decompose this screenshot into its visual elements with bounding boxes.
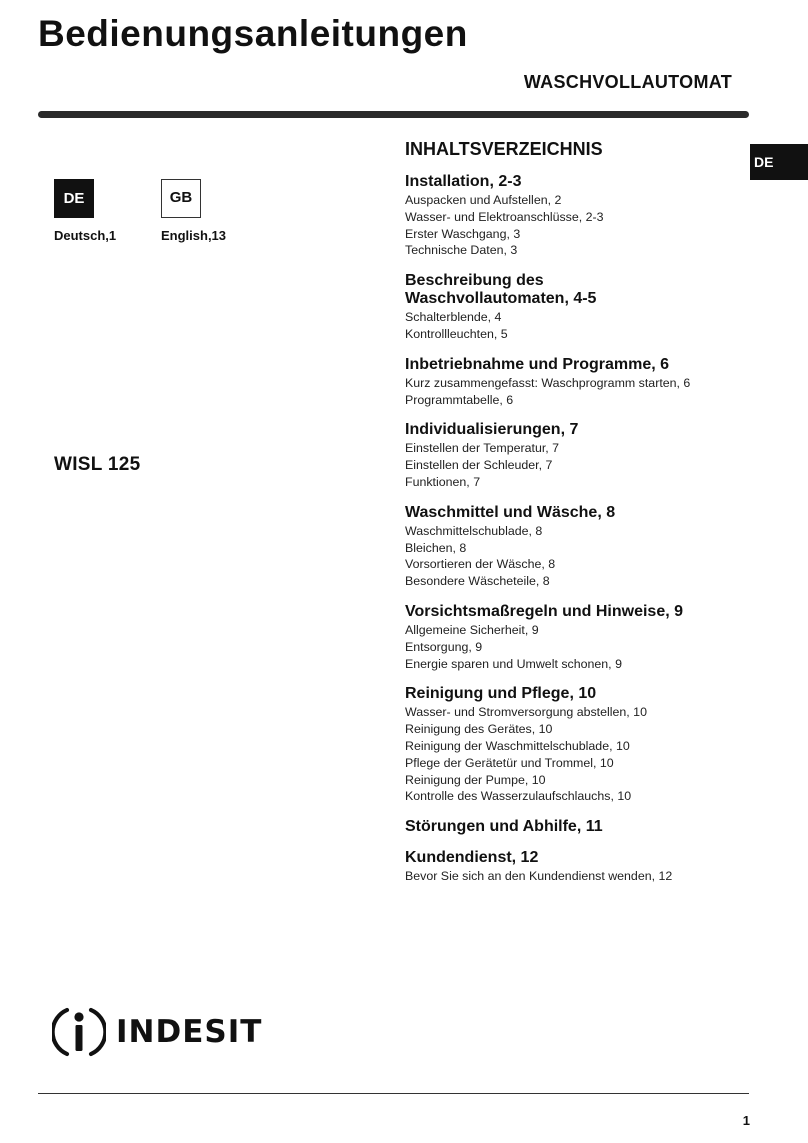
toc-section xyxy=(405,504,745,590)
toc-section xyxy=(405,272,745,343)
toc-section-title[interactable] xyxy=(405,685,745,703)
toc-section-title-line: Waschmittel und Wäsche, 8 xyxy=(405,503,616,521)
toc-section xyxy=(405,818,745,836)
language-gb-badge: GB xyxy=(161,179,201,218)
page-title: Bedienungsanleitungen xyxy=(38,13,468,54)
toc-item[interactable]: Bleichen, 8 xyxy=(405,540,467,555)
model-name: WISL 125 xyxy=(54,454,141,475)
toc-item-list xyxy=(405,192,745,259)
toc-section-title-line: Inbetriebnahme und Programme, 6 xyxy=(405,355,670,373)
toc-section xyxy=(405,173,745,259)
toc-item[interactable]: Reinigung des Gerätes, 10 xyxy=(405,722,553,737)
toc-section-title-line: Individualisierungen, 7 xyxy=(405,421,579,439)
toc-item[interactable]: Pflege der Gerätetür und Trommel, 10 xyxy=(405,755,614,770)
toc-section-title[interactable] xyxy=(405,849,745,867)
toc-section-title-line: Beschreibung des xyxy=(405,272,544,290)
toc-item-list xyxy=(405,622,745,672)
language-gb[interactable] xyxy=(161,179,226,243)
language-side-tab: DE xyxy=(750,144,808,180)
toc-item[interactable]: Waschmittelschublade, 8 xyxy=(405,523,543,538)
toc-section-title[interactable] xyxy=(405,356,745,374)
brand-logo xyxy=(52,1004,262,1060)
toc-section-title[interactable] xyxy=(405,603,745,621)
toc-section xyxy=(405,421,745,490)
toc-item-list xyxy=(405,523,745,590)
toc-item[interactable]: Kurz zusammengefasst: Waschprogramm starten, 6 xyxy=(405,375,691,390)
toc-section-title[interactable] xyxy=(405,272,745,308)
language-de-label: Deutsch,1 xyxy=(54,228,117,243)
toc-section-title-line: Störungen und Abhilfe, 11 xyxy=(405,818,603,836)
toc-section xyxy=(405,603,745,672)
toc-item[interactable]: Allgemeine Sicherheit, 9 xyxy=(405,622,539,637)
toc-item[interactable]: Programmtabelle, 6 xyxy=(405,392,514,407)
language-de-badge: DE xyxy=(54,179,94,218)
brand-name: INDESIT xyxy=(116,1014,263,1050)
toc-item[interactable]: Erster Waschgang, 3 xyxy=(405,226,521,241)
toc-section-title-line: Vorsichtsmaßregeln und Hinweise, 9 xyxy=(405,602,683,620)
toc-section-title[interactable] xyxy=(405,173,745,191)
toc-item[interactable]: Reinigung der Waschmittelschublade, 10 xyxy=(405,738,630,753)
toc-section-title[interactable] xyxy=(405,818,745,836)
toc-item[interactable]: Besondere Wäscheteile, 8 xyxy=(405,574,550,589)
toc-heading: INHALTSVERZEICHNIS xyxy=(405,139,603,159)
toc-item[interactable]: Auspacken und Aufstellen, 2 xyxy=(405,193,562,207)
toc-item-list xyxy=(405,375,745,409)
indesit-logo-icon xyxy=(52,1004,106,1060)
toc-item-list xyxy=(405,440,745,490)
toc-item[interactable]: Vorsortieren der Wäsche, 8 xyxy=(405,557,556,572)
toc-item[interactable]: Bevor Sie sich an den Kundendienst wenden, 12 xyxy=(405,869,673,884)
toc-section-title-line: Reinigung und Pflege, 10 xyxy=(405,685,597,703)
toc-item[interactable]: Einstellen der Temperatur, 7 xyxy=(405,441,560,456)
toc-item[interactable]: Schalterblende, 4 xyxy=(405,310,502,325)
toc-item[interactable]: Wasser- und Stromversorgung abstellen, 10 xyxy=(405,705,647,720)
toc-item[interactable]: Reinigung der Pumpe, 10 xyxy=(405,772,546,787)
document-subtitle: WASCHVOLLAUTOMAT xyxy=(523,72,732,92)
toc-item[interactable]: Entsorgung, 9 xyxy=(405,639,483,654)
toc-section-title-line: Kundendienst, 12 xyxy=(405,849,539,867)
toc-section xyxy=(405,685,745,805)
toc-section-title[interactable] xyxy=(405,504,745,522)
toc-section-title-line: Waschvollautomaten, 4-5 xyxy=(405,290,597,308)
toc-section xyxy=(405,849,745,885)
toc-section-title-line: Installation, 2-3 xyxy=(405,173,522,190)
toc-item[interactable]: Funktionen, 7 xyxy=(405,474,481,489)
table-of-contents xyxy=(405,137,745,898)
toc-item[interactable]: Energie sparen und Umwelt schonen, 9 xyxy=(405,656,622,671)
toc-item[interactable]: Kontrollleuchten, 5 xyxy=(405,326,508,341)
header-divider xyxy=(38,111,749,118)
toc-item-list xyxy=(405,309,745,343)
language-gb-label: English,13 xyxy=(161,228,227,243)
toc-item[interactable]: Technische Daten, 3 xyxy=(405,243,518,258)
page-number: 1 xyxy=(742,1113,750,1128)
toc-item-list xyxy=(405,868,745,885)
toc-item[interactable]: Wasser- und Elektroanschlüsse, 2-3 xyxy=(405,209,604,224)
toc-item-list xyxy=(405,704,745,805)
toc-sections xyxy=(405,173,745,885)
language-de[interactable] xyxy=(54,179,116,243)
toc-item[interactable]: Einstellen der Schleuder, 7 xyxy=(405,458,553,473)
toc-item[interactable]: Kontrolle des Wasserzulaufschlauchs, 10 xyxy=(405,789,632,804)
toc-section-title[interactable] xyxy=(405,421,745,439)
footer-divider xyxy=(38,1093,749,1094)
toc-section xyxy=(405,356,745,409)
